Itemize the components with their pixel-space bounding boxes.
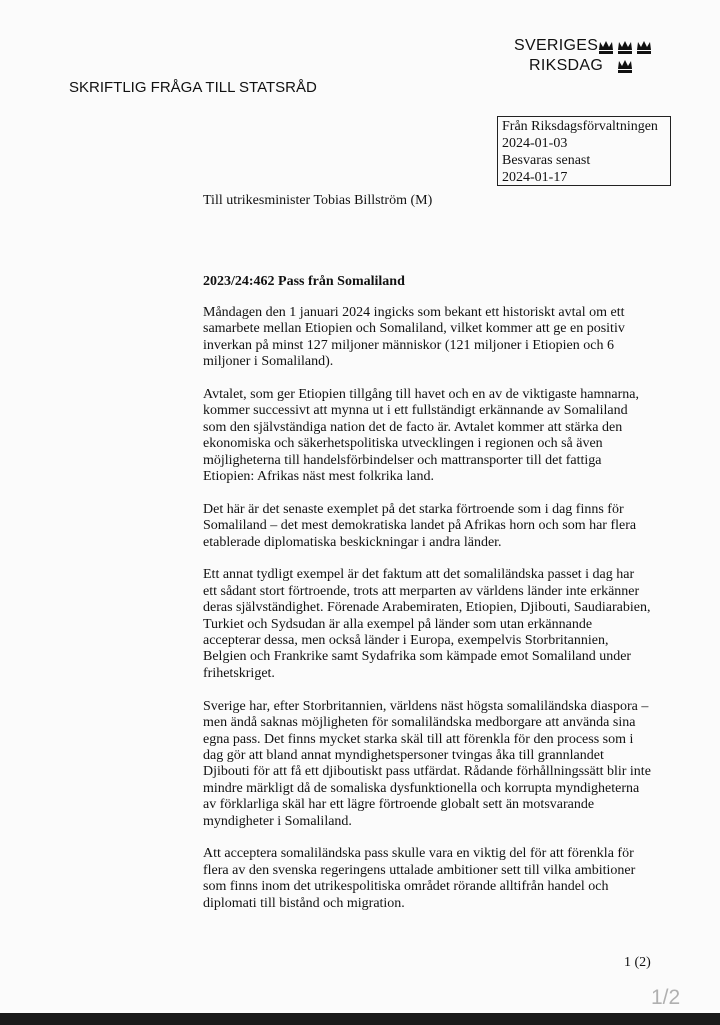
logo-line-sveriges: SVERIGES xyxy=(514,37,599,54)
recipient: Till utrikesminister Tobias Billström (M) xyxy=(203,193,433,208)
info-from: Från Riksdagsförvaltningen xyxy=(502,119,658,134)
logo-line-riksdag: RIKSDAG xyxy=(529,57,604,74)
paragraph: Det här är det senaste exemplet på det starka förtroende som i dag finns för Somaliland – det mest demokratiska landet på Afrikas horn och som har flera etablerade diplomatiska beskickningar i andra länder. xyxy=(203,501,637,550)
viewer-bottom-bar xyxy=(0,1013,720,1025)
document-type-heading: SKRIFTLIG FRÅGA TILL STATSRÅD xyxy=(69,79,317,96)
page-number: 1 (2) xyxy=(624,955,651,970)
info-answer-label: Besvaras senast xyxy=(502,153,591,168)
paragraph: Ett annat tydligt exempel är det faktum att det somaliländska passet i dag har ett sådant stort förtroende, trots att merparten av världens länder inte erkänner deras självständighet. Förenade Arabemiraten, Etiopien, Djibouti, Saudiarabien, Turkiet och Sydsudan är alla exempel på länder som utan erkännande accepterar dessa, men också länder i Europa, exempelvis Storbritannien, Belgien och Frankrike samt Sydafrika som kämpade emot Somaliland under frihetskriget. xyxy=(203,567,651,681)
info-date: 2024-01-03 xyxy=(502,136,568,151)
paragraph: Att acceptera somaliländska pass skulle vara en viktig del för att förenkla för flera av den svenska regeringens uttalade ambitioner sett till vilka ambitioner som finns inom det utrikespolitiska området rörande alltifrån handel och diplomati till bistånd och migration. xyxy=(203,846,636,911)
crown-icon xyxy=(613,57,637,73)
info-answer-date: 2024-01-17 xyxy=(502,170,568,185)
info-box xyxy=(497,116,671,186)
viewer-page-indicator: 1/2 xyxy=(651,986,681,1009)
paragraph: Sverige har, efter Storbritannien, världens näst högsta somaliländska diaspora – men ändå saknas möjligheten för somaliländska medborgare att använda sina egna pass. Det finns mycket starka skäl till att förenkla för den process som i dag gör att bland annat myndighetspersoner tvingas åka till grannlandet Djibouti för att få ett djiboutiskt pass utfärdat. Rådande förhållningssätt blir inte mindre märkligt då de somaliska dysfunktionella och korrupta myndigheterna av förklarliga skäl har ett lägre förtroende globalt sett än motsvarande myndigheter i Somaliland. xyxy=(203,698,651,829)
paragraph: Avtalet, som ger Etiopien tillgång till havet och en av de viktigaste hamnarna, kommer successivt att mynna ut i ett fullständigt erkännande av Somaliland som den självständiga nation det de facto är. Avtalet kommer att stärka den ekonomiska och säkerhetspolitiska utvecklingen i regionen och så även möjligheterna till handelsförbindelser och mattransporter till det fattiga Etiopien: Afrikas näst mest folkrika land. xyxy=(203,387,639,485)
question-body xyxy=(203,305,678,928)
three-crowns-icon xyxy=(599,38,651,54)
question-title: 2023/24:462 Pass från Somaliland xyxy=(203,274,405,289)
paragraph: Måndagen den 1 januari 2024 ingicks som bekant ett historiskt avtal om ett samarbete mellan Etiopien och Somaliland, vilket kommer att ge en positiv inverkan på minst 127 miljoner människor (121 miljoner i Etiopien och 6 miljoner i Somaliland). xyxy=(203,305,625,370)
riksdag-logo xyxy=(512,36,662,80)
